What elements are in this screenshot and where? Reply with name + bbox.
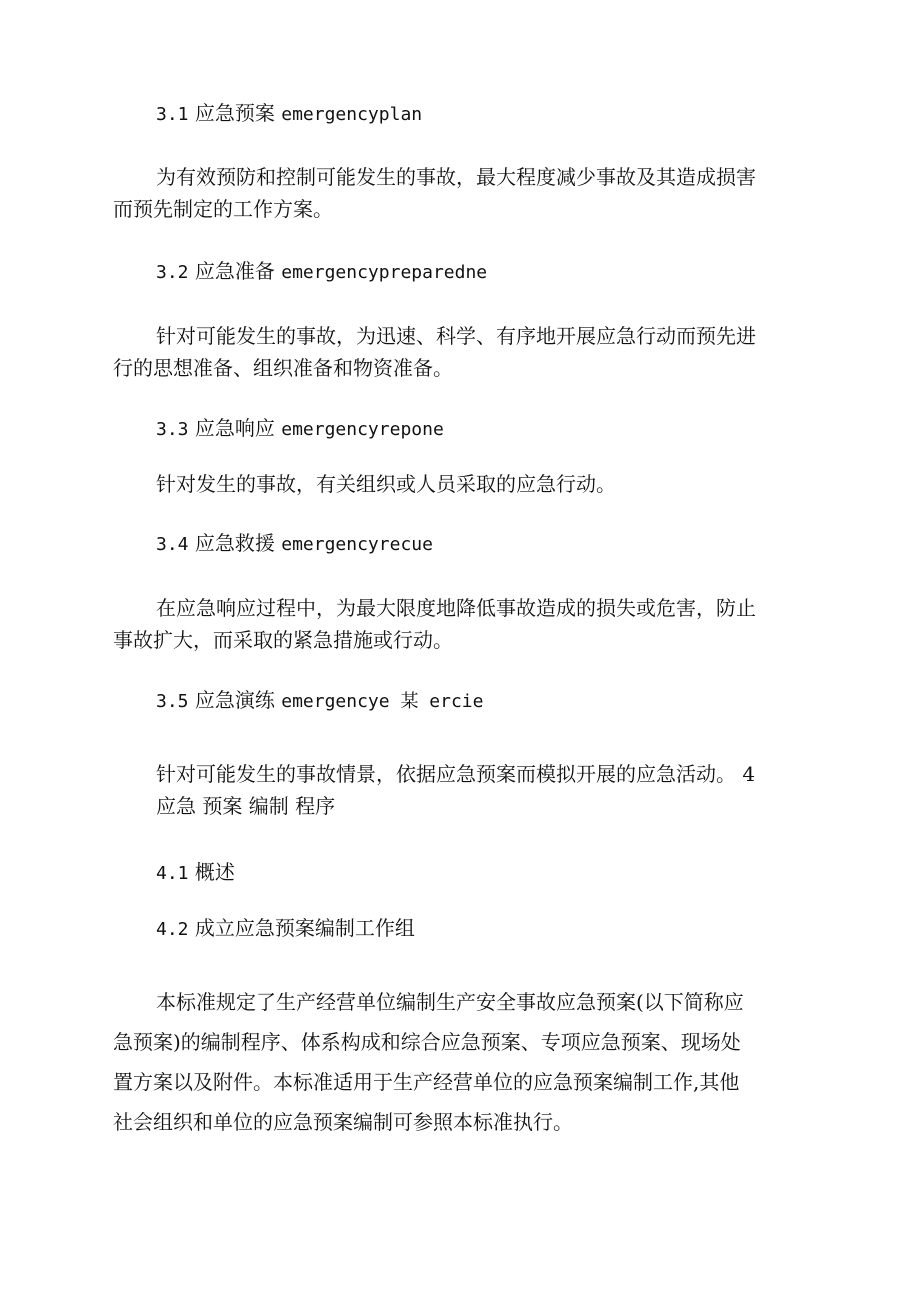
definition-line: 而预先制定的工作方案。 [113,197,333,221]
section-number: 3.4 [156,534,189,555]
section-heading-3-3 [156,412,444,446]
section-title-en: emergencyrecue [281,534,433,555]
section-title-en: emergencypreparedne [281,262,488,283]
section-definition-3-3 [113,468,813,500]
section-title-en: emergencyrepone [281,419,444,440]
definition-line: 应急 预案 编制 程序 [156,794,336,818]
definition-line: 针对发生的事故，有关组织或人员采取的应急行动。 [156,472,616,496]
section-title-cn: 应急演练 [194,688,275,712]
subsection-heading-4-1 [156,856,235,890]
definition-line: 针对可能发生的事故，为迅速、科学、有序地开展应急行动而预先进 [156,324,756,348]
section-title-cn: 应急救援 [194,531,275,555]
definition-line: 在应急响应过程中，为最大限度地降低事故造成的损失或危害，防止 [156,596,756,620]
section-definition-3-2 [113,320,813,384]
section-definition-3-1 [113,161,813,225]
subsection-title: 概述 [194,860,235,884]
section-number: 3.1 [156,104,189,125]
section-number: 3.3 [156,419,189,440]
subsection-title: 成立应急预案编制工作组 [194,916,415,940]
paragraph-line: 社会组织和单位的应急预案编制可参照本标准执行。 [113,1110,573,1134]
definition-line: 事故扩大，而采取的紧急措施或行动。 [113,628,453,652]
subsection-heading-4-2 [156,912,415,946]
section-number: 3.2 [156,262,189,283]
section-heading-3-4 [156,527,433,561]
section-heading-3-5 [156,684,483,718]
section-title-en: emergencye 某 ercie [281,691,484,712]
section-definition-3-4 [113,592,813,656]
section-heading-3-1 [156,97,422,131]
section-heading-3-2 [156,255,487,289]
section-title-cn: 应急预案 [194,101,275,125]
definition-line: 为有效预防和控制可能发生的事故，最大程度减少事故及其造成损害 [156,165,756,189]
paragraph-line: 急预案)的编制程序、体系构成和综合应急预案、专项应急预案、现场处 [113,1030,741,1054]
section-title-cn: 应急响应 [194,416,275,440]
section-title-en: emergencyplan [281,104,423,125]
definition-line: 针对可能发生的事故情景，依据应急预案而模拟开展的应急活动。 4 [156,762,756,786]
section-title-cn: 应急准备 [194,259,275,283]
paragraph-line: 置方案以及附件。本标准适用于生产经营单位的应急预案编制工作,其他 [113,1070,740,1094]
section-definition-3-5 [113,758,813,822]
scope-paragraph [113,982,813,1142]
section-number: 3.5 [156,691,189,712]
subsection-number: 4.2 [156,919,189,940]
subsection-number: 4.1 [156,863,189,884]
paragraph-line: 本标准规定了生产经营单位编制生产安全事故应急预案(以下简称应 [156,990,744,1014]
definition-line: 行的思想准备、组织准备和物资准备。 [113,356,453,380]
